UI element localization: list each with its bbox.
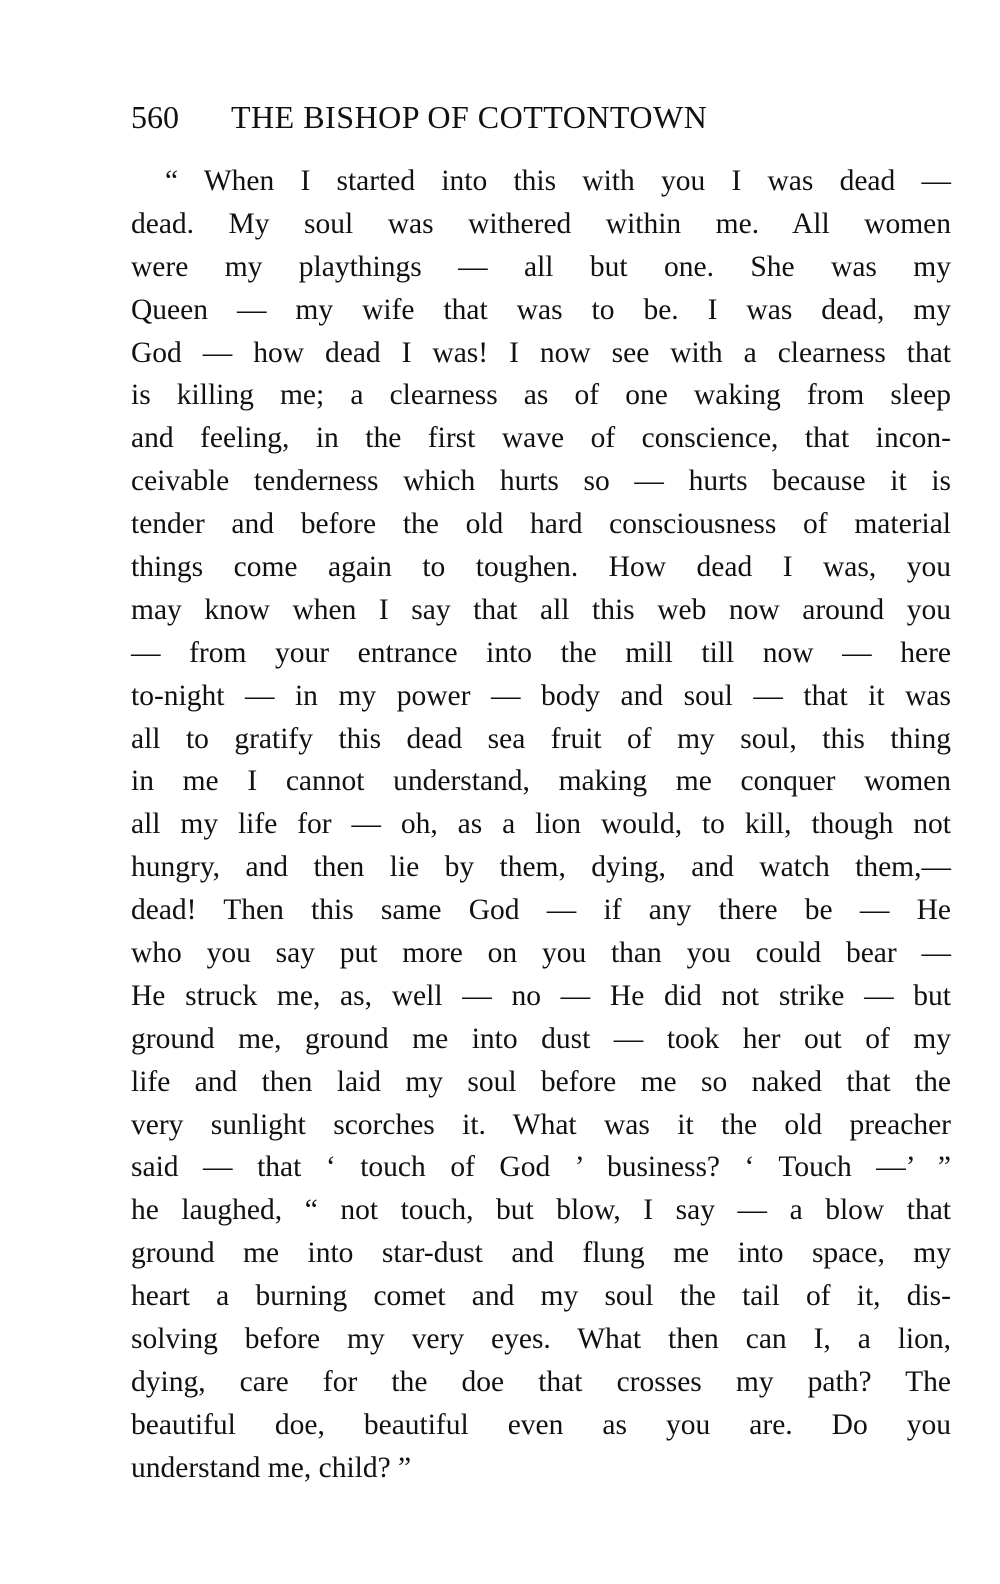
text-line: said — that ‘ touch of God ’ business? ‘ Touch —’ ” bbox=[131, 1151, 951, 1184]
text-line: may know when I say that all this web now around you bbox=[131, 593, 951, 626]
text-line: to-night — in my power — body and soul — that it was bbox=[131, 679, 951, 712]
text-line: dead. My soul was withered within me. All women bbox=[131, 207, 951, 240]
text-line: solving before my very eyes. What then can I, a lion, bbox=[131, 1323, 951, 1356]
text-line: understand me, child? ” bbox=[131, 1451, 412, 1484]
text-line: hungry, and then lie by them, dying, and watch them,— bbox=[131, 851, 951, 884]
text-line: who you say put more on you than you could bear — bbox=[131, 937, 951, 970]
text-line: in me I cannot understand, making me conquer women bbox=[131, 765, 951, 798]
text-line: were my playthings — all but one. She was my bbox=[131, 250, 951, 283]
text-line: dying, care for the doe that crosses my path? The bbox=[131, 1365, 951, 1398]
text-line: — from your entrance into the mill till now — here bbox=[131, 636, 951, 669]
text-line: God — how dead I was! I now see with a clearness that bbox=[131, 336, 951, 369]
text-line: ground me into star-dust and flung me into space, my bbox=[131, 1237, 951, 1270]
text-line: “ When I started into this with you I was dead — bbox=[165, 165, 951, 197]
body-text bbox=[131, 160, 951, 1490]
running-title: THE BISHOP OF COTTONTOWN bbox=[231, 99, 708, 135]
text-line: tender and before the old hard consciousness of material bbox=[131, 508, 951, 541]
page-header bbox=[131, 92, 831, 142]
text-line: very sunlight scorches it. What was it the old preacher bbox=[131, 1108, 951, 1141]
text-line: ceivable tenderness which hurts so — hurts because it is bbox=[131, 465, 951, 498]
text-line: heart a burning comet and my soul the tail of it, dis- bbox=[131, 1280, 951, 1313]
text-line: ground me, ground me into dust — took her out of my bbox=[131, 1022, 951, 1055]
page-number: 560 bbox=[131, 99, 179, 135]
text-line: life and then laid my soul before me so naked that the bbox=[131, 1065, 951, 1098]
text-line: Queen — my wife that was to be. I was dead, my bbox=[131, 293, 951, 326]
text-line: dead! Then this same God — if any there be — He bbox=[131, 894, 951, 927]
text-line: He struck me, as, well — no — He did not strike — but bbox=[131, 979, 951, 1012]
text-line: all to gratify this dead sea fruit of my soul, this thing bbox=[131, 722, 951, 755]
text-line: is killing me; a clearness as of one waking from sleep bbox=[131, 379, 951, 412]
text-line: things come again to toughen. How dead I was, you bbox=[131, 551, 951, 584]
text-line: beautiful doe, beautiful even as you are. Do you bbox=[131, 1408, 951, 1441]
text-line: and feeling, in the first wave of conscience, that incon- bbox=[131, 422, 951, 455]
text-line: he laughed, “ not touch, but blow, I say — a blow that bbox=[131, 1194, 951, 1227]
text-line: all my life for — oh, as a lion would, to kill, though not bbox=[131, 808, 951, 841]
